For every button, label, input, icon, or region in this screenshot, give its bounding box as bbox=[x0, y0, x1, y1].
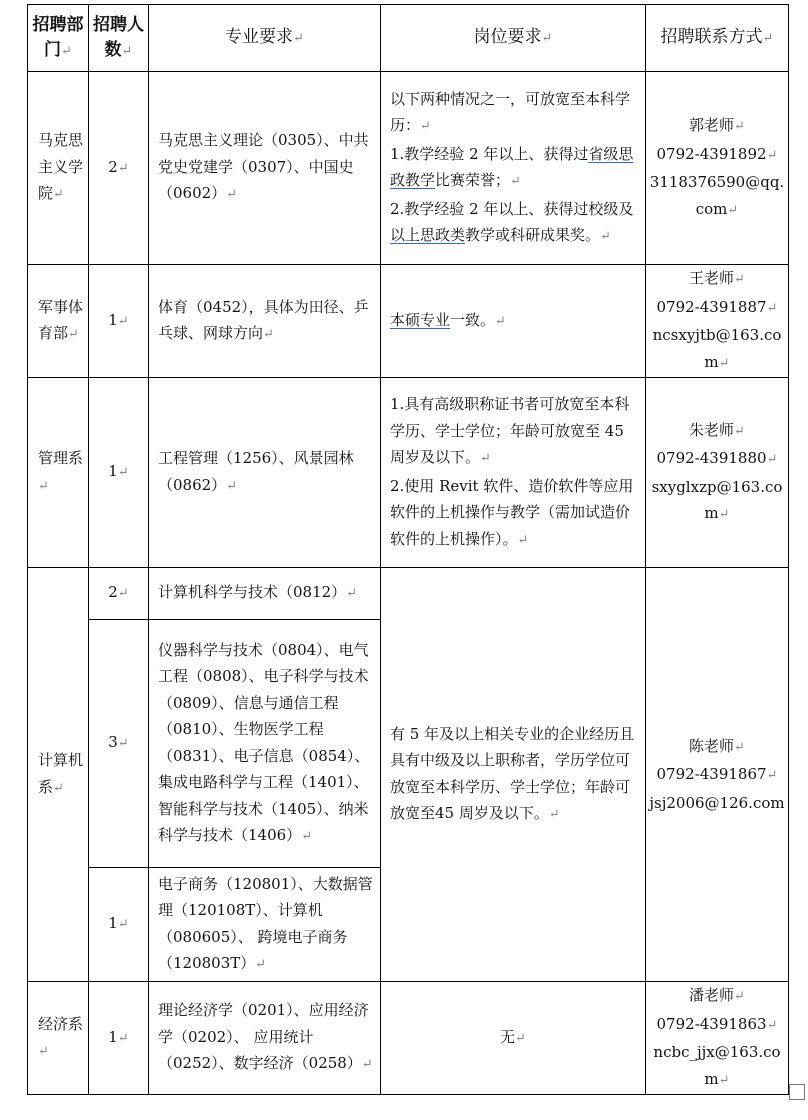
contact-cell: 郭老师↵ 0792-4391892↵ 3118376590@qq.com↵ bbox=[646, 72, 789, 265]
num-cell: 1↵ bbox=[89, 378, 149, 568]
major-cell: 工程管理（1256）、风景园林（0862）↵ bbox=[149, 378, 381, 568]
header-dept: 招聘部门↵ bbox=[28, 5, 89, 72]
underlined-text: 以上思政类 bbox=[390, 226, 466, 244]
dept-cell: 马克思主义学院↵ bbox=[28, 72, 89, 265]
num-cell: 1↵ bbox=[89, 265, 149, 378]
table-row-cs-1 bbox=[28, 568, 789, 620]
post-cell: 本硕专业一致。↵ bbox=[381, 265, 646, 378]
post-cell: 无↵ bbox=[381, 982, 646, 1095]
dept-cell: 经济系↵ bbox=[28, 982, 89, 1095]
num-cell: 3↵ bbox=[89, 620, 149, 868]
major-cell: 计算机科学与技术（0812）↵ bbox=[149, 568, 381, 620]
major-cell: 仪器科学与技术（0804）、电气工程（0808）、电子科学与技术（0809）、信息与通信工程（0810）、生物医学工程（0831）、电子信息（0854）、集成电路科学与工程（1401）、智能科学与技术（1405）、纳米科学与技术（1406）↵ bbox=[149, 620, 381, 868]
contact-cell: 朱老师↵ 0792-4391880↵ sxyglxzp@163.com↵ bbox=[646, 378, 789, 568]
post-cell: 以下两种情况之一，可放宽至本科学历：↵ 1.教学经验 2 年以上、获得过省级思政教学比赛荣誉；↵ 2.教学经验 2 年以上、获得过校级及以上思政类教学或科研成果奖。↵ bbox=[381, 72, 646, 265]
major-cell: 理论经济学（0201）、应用经济学（0202）、 应用统计（0252）、数字经济（0258）↵ bbox=[149, 982, 381, 1095]
header-row bbox=[28, 5, 789, 72]
header-major: 专业要求↵ bbox=[149, 5, 381, 72]
table-row-marx bbox=[28, 72, 789, 265]
recruitment-table bbox=[27, 4, 789, 1095]
post-cell: 有 5 年及以上相关专业的企业经历且具有中级及以上职称者，学历学位可放宽至本科学历、学士学位；年龄可放宽至45 周岁及以下。↵ bbox=[381, 568, 646, 982]
num-cell: 2↵ bbox=[89, 72, 149, 265]
header-contact: 招聘联系方式↵ bbox=[646, 5, 789, 72]
post-cell: 1.具有高级职称证书者可放宽至本科学历、学士学位；年龄可放宽至 45 周岁及以下。↵ 2.使用 Revit 软件、造价软件等应用软件的上机操作与教学（需加试造价软件的上机操作）。↵ bbox=[381, 378, 646, 568]
num-cell: 2↵ bbox=[89, 568, 149, 620]
underlined-text: 省级思政教学 bbox=[390, 144, 634, 189]
dept-cell: 军事体育部↵ bbox=[28, 265, 89, 378]
major-cell: 马克思主义理论（0305）、中共党史党建学（0307）、中国史（0602）↵ bbox=[149, 72, 381, 265]
header-num: 招聘人数↵ bbox=[89, 5, 149, 72]
header-post: 岗位要求↵ bbox=[381, 5, 646, 72]
table-row-econ bbox=[28, 982, 789, 1095]
major-cell: 电子商务（120801）、大数据管理（120108T）、计算机（080605）、 跨境电子商务（120803T）↵ bbox=[149, 868, 381, 982]
underlined-text: 本硕专业 bbox=[390, 310, 451, 329]
dept-cell: 计算机系↵ bbox=[28, 568, 89, 982]
contact-cell: 陈老师↵ 0792-4391867↵ jsj2006@126.com bbox=[646, 568, 789, 982]
num-cell: 1↵ bbox=[89, 868, 149, 982]
page-corner-marker bbox=[789, 1084, 805, 1100]
contact-cell: 王老师↵ 0792-4391887↵ ncsxyjtb@163.com↵ bbox=[646, 265, 789, 378]
dept-cell: 管理系↵ bbox=[28, 378, 89, 568]
contact-cell: 潘老师↵ 0792-4391863↵ ncbc_jjx@163.com↵ bbox=[646, 982, 789, 1095]
num-cell: 1↵ bbox=[89, 982, 149, 1095]
table-row-mgmt bbox=[28, 378, 789, 568]
table-row-pe bbox=[28, 265, 789, 378]
major-cell: 体育（0452），具体为田径、乒乓球、网球方向↵ bbox=[149, 265, 381, 378]
